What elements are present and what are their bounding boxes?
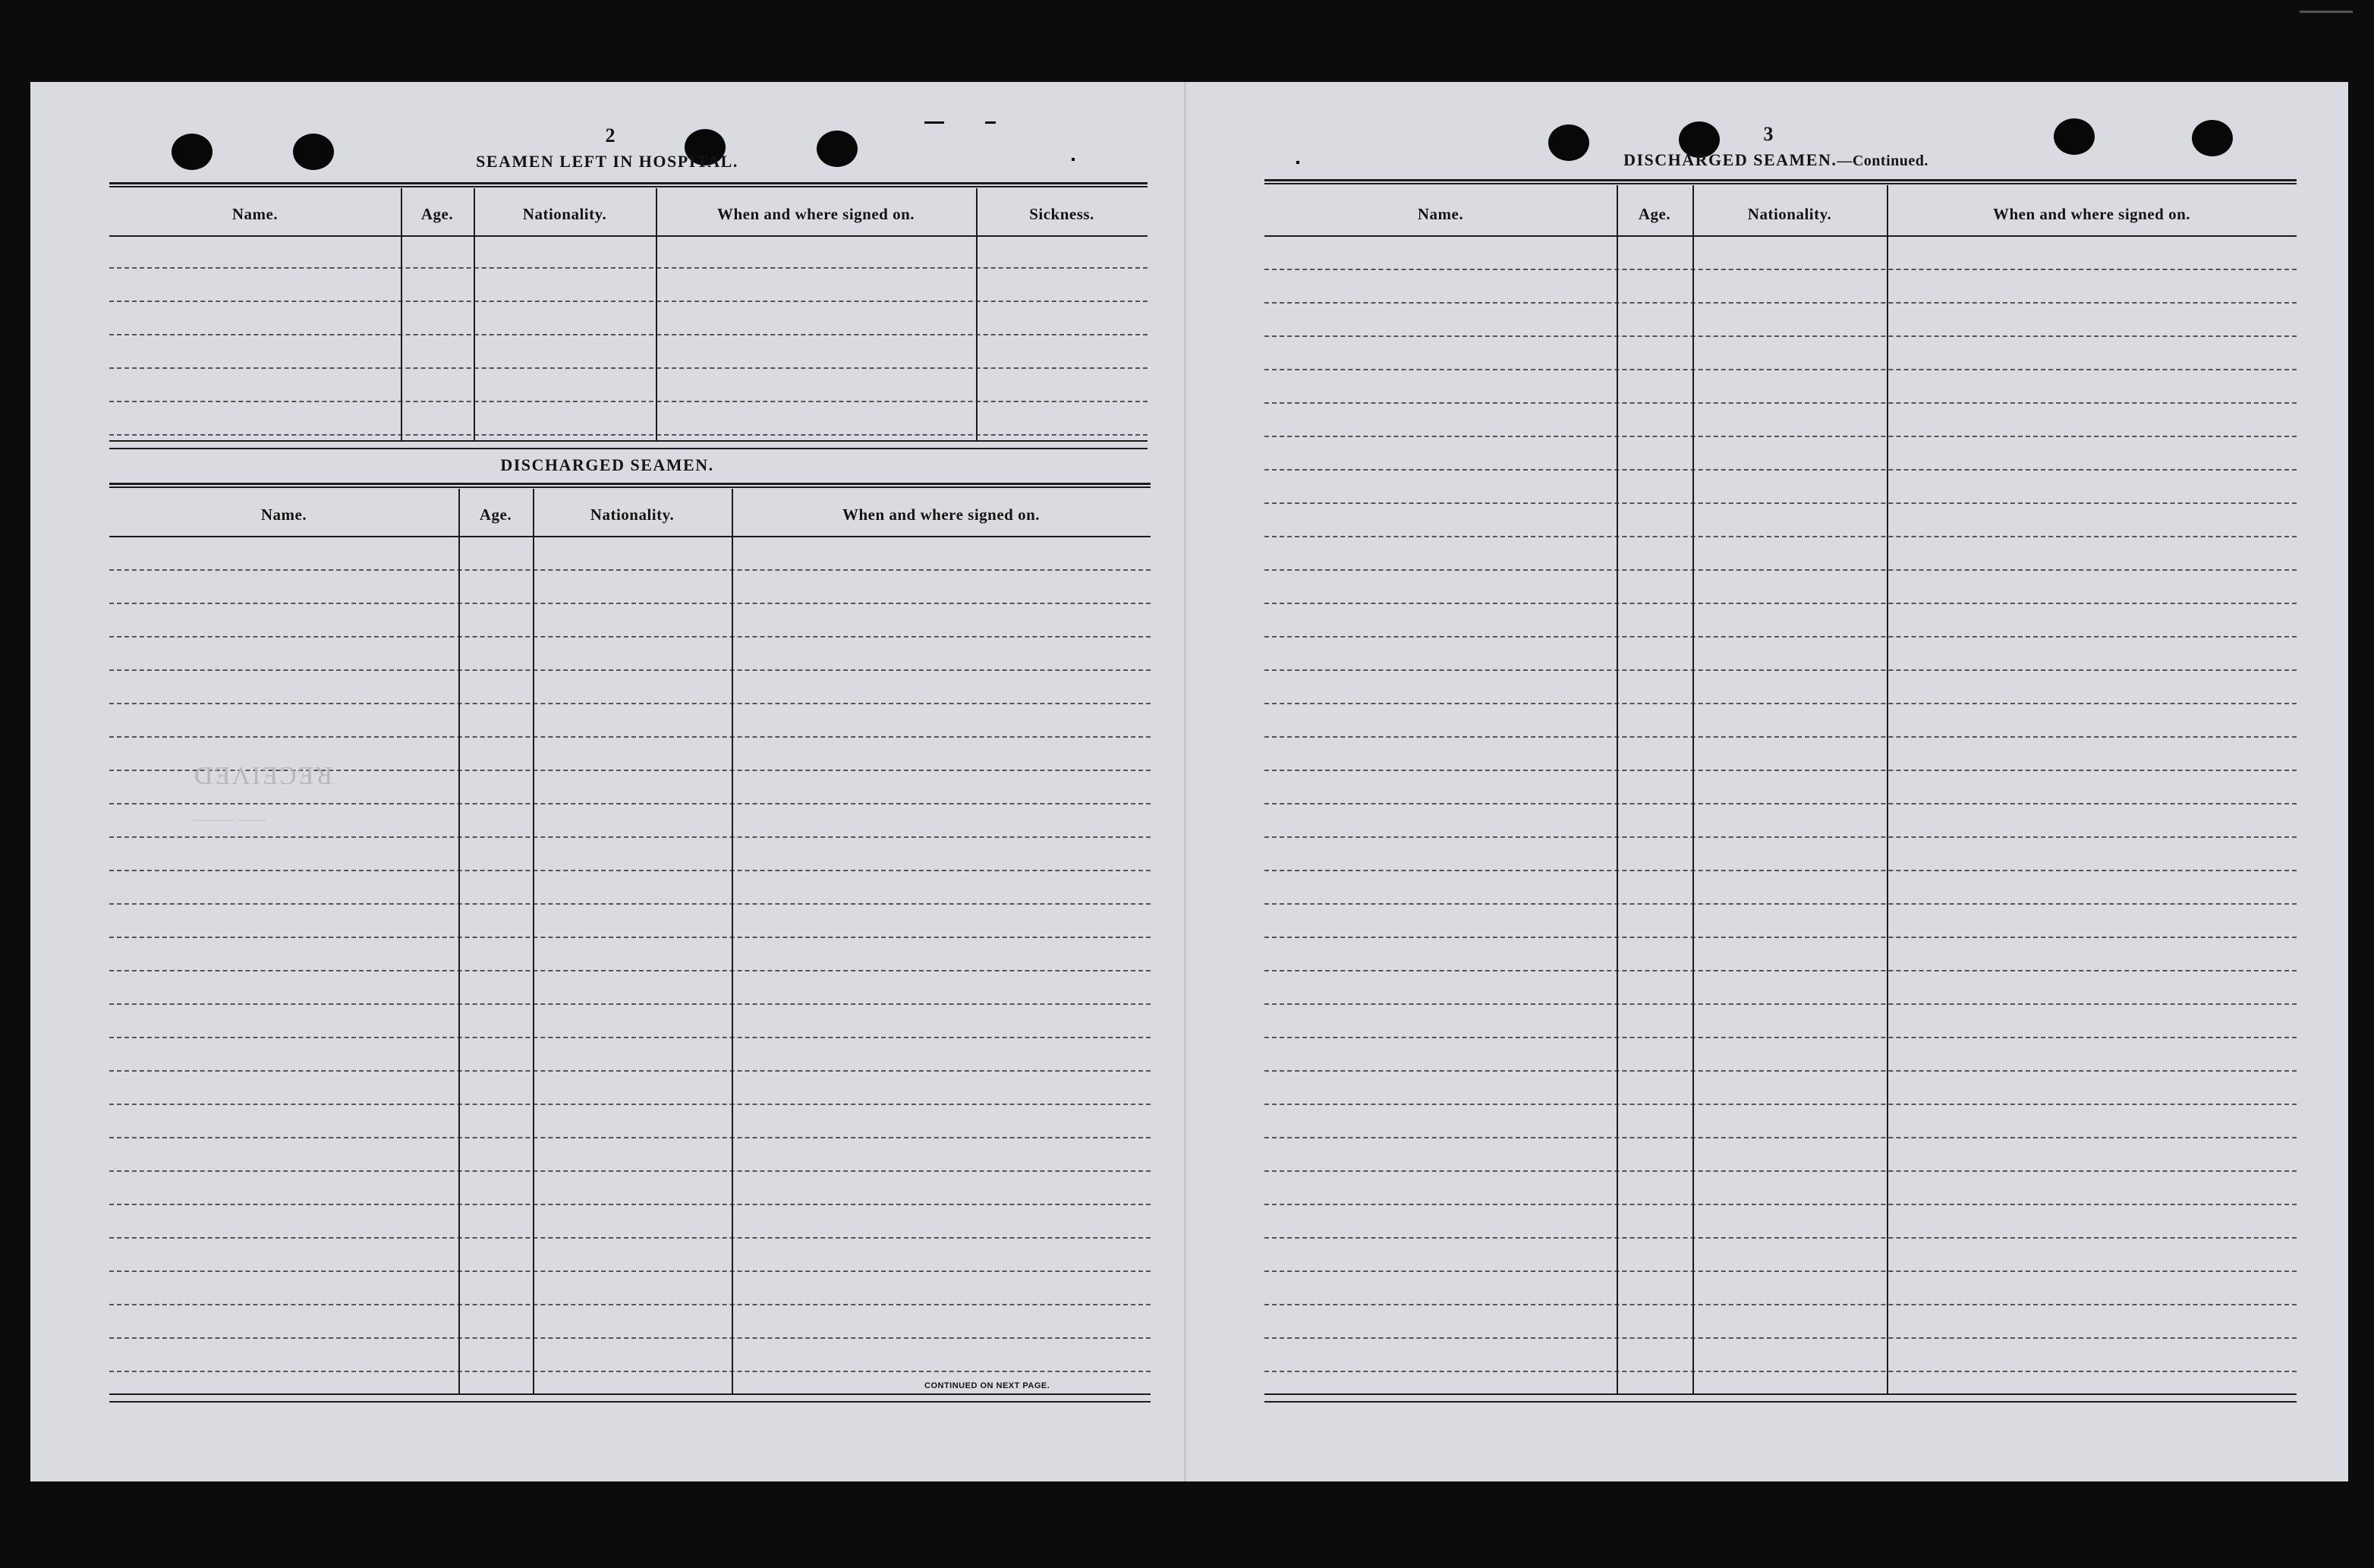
hospital-table-title: SEAMEN LEFT IN HOSPITAL. [476,152,738,171]
punch-hole [817,131,858,167]
col-header-nationality: Nationality. [590,505,675,524]
col-header-age: Age. [420,205,454,223]
col-header-name: Name. [1417,205,1464,223]
discharged-table-right [1264,179,2297,1462]
col-header-signed-on: When and where signed on. [1992,205,2191,223]
punch-hole [1548,124,1589,161]
punch-hole [2054,118,2095,155]
ink-speck [1072,158,1075,161]
stamp-date-smudge: ⸺ ⸻ [193,812,267,831]
col-header-nationality: Nationality. [1747,205,1832,223]
col-header-name: Name. [231,205,279,223]
received-stamp: RECEIVED [193,761,333,789]
ink-speck [1296,161,1299,164]
punch-hole [172,134,213,170]
page-fold [1184,82,1186,1481]
hospital-table [109,182,1148,531]
document-sheet [30,82,2348,1481]
ink-speck [924,121,944,124]
ink-speck [2300,11,2353,13]
col-header-age: Age. [1638,205,1671,223]
col-header-nationality: Nationality. [522,205,607,223]
col-header-sickness: Sickness. [1029,205,1094,223]
right-table-title [1594,150,1958,170]
col-header-age: Age. [479,505,512,524]
discharged-table-title: DISCHARGED SEAMEN. [500,455,714,474]
col-header-signed-on: When and where signed on. [842,505,1041,524]
left-page-number: 2 [605,124,616,146]
discharged-table-left [109,483,1151,1462]
punch-hole [2192,120,2233,156]
continued-footnote: CONTINUED ON NEXT PAGE. [924,1381,1050,1390]
ink-speck [985,121,996,124]
right-page-number: 3 [1763,123,1774,145]
col-header-name: Name. [260,505,307,524]
punch-hole [293,134,334,170]
col-header-signed-on: When and where signed on. [716,205,915,223]
right-table-title-continued: —Continued. [1837,153,1928,169]
right-table-title-main: DISCHARGED SEAMEN. [1623,150,1837,169]
